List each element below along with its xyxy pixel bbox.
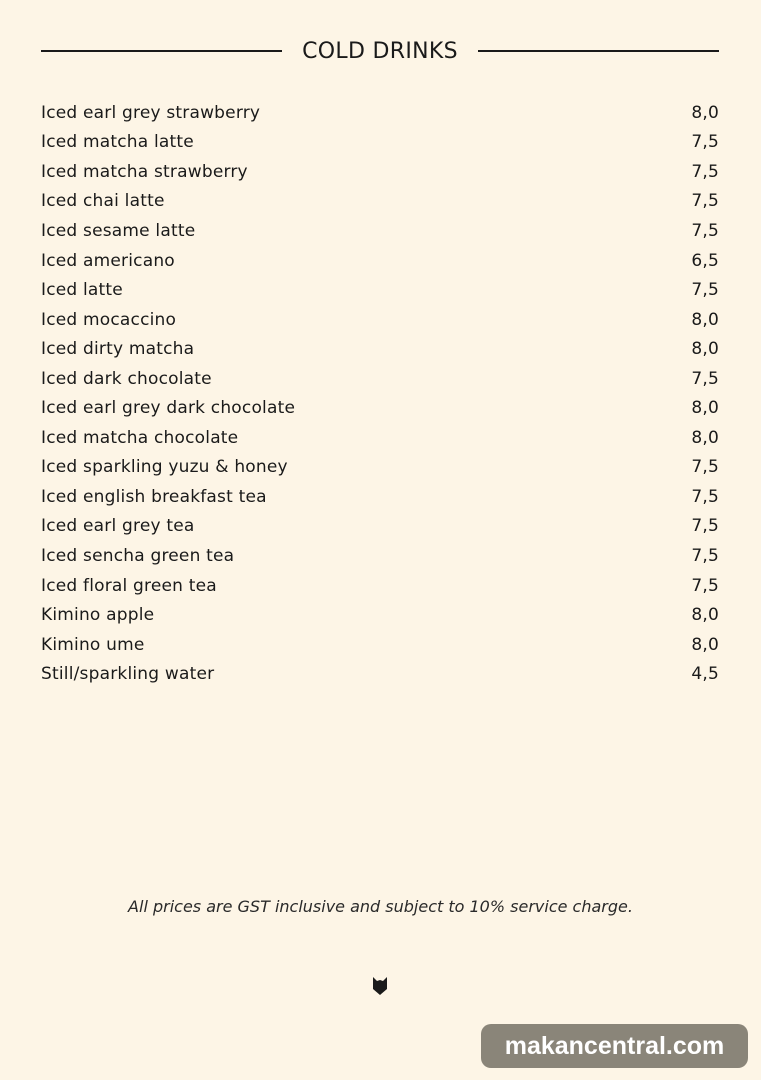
fox-head-logo-icon — [372, 976, 388, 996]
menu-item-name: Kimino apple — [41, 605, 155, 626]
menu-item-name: Iced earl grey dark chocolate — [41, 398, 296, 419]
drinks-menu-list — [41, 98, 719, 689]
menu-item — [41, 157, 719, 187]
menu-item-price: 7,5 — [691, 220, 719, 241]
menu-item-price: 8,0 — [691, 339, 719, 360]
menu-item-price: 7,5 — [691, 457, 719, 478]
menu-item-price: 8,0 — [691, 309, 719, 330]
watermark-badge: makancentral.com — [481, 1024, 748, 1068]
menu-item-price: 8,0 — [691, 398, 719, 419]
menu-item-price: 8,0 — [691, 427, 719, 448]
menu-item-price: 7,5 — [691, 486, 719, 507]
menu-item — [41, 187, 719, 217]
menu-item — [41, 630, 719, 660]
menu-item-price: 7,5 — [691, 516, 719, 537]
menu-item-price: 6,5 — [691, 250, 719, 271]
menu-item-name: Iced matcha latte — [41, 132, 194, 153]
menu-item — [41, 334, 719, 364]
menu-item-name: Iced sesame latte — [41, 220, 196, 241]
menu-item — [41, 512, 719, 542]
menu-item-price: 7,5 — [691, 132, 719, 153]
header-rule-right — [478, 50, 719, 52]
menu-item — [41, 364, 719, 394]
menu-item — [41, 600, 719, 630]
menu-item-price: 7,5 — [691, 280, 719, 301]
menu-item-name: Iced earl grey tea — [41, 516, 195, 537]
menu-item — [41, 305, 719, 335]
menu-item-name: Still/sparkling water — [41, 664, 215, 685]
menu-item — [41, 482, 719, 512]
menu-item-price: 7,5 — [691, 545, 719, 566]
menu-item-price: 7,5 — [691, 161, 719, 182]
menu-item-name: Iced earl grey strawberry — [41, 102, 261, 123]
menu-item — [41, 571, 719, 601]
menu-item-name: Iced floral green tea — [41, 575, 217, 596]
menu-item-name: Iced english breakfast tea — [41, 486, 267, 507]
menu-item-price: 7,5 — [691, 575, 719, 596]
menu-item-price: 4,5 — [691, 664, 719, 685]
menu-item — [41, 275, 719, 305]
menu-item-name: Iced americano — [41, 250, 175, 271]
menu-item-price: 8,0 — [691, 605, 719, 626]
menu-item — [41, 659, 719, 689]
menu-item-price: 8,0 — [691, 102, 719, 123]
menu-item-price: 8,0 — [691, 634, 719, 655]
menu-item-name: Iced dark chocolate — [41, 368, 212, 389]
price-footnote: All prices are GST inclusive and subject to 10% service charge. — [128, 897, 633, 916]
menu-item — [41, 541, 719, 571]
menu-item-name: Iced matcha chocolate — [41, 427, 239, 448]
menu-item-price: 7,5 — [691, 191, 719, 212]
header-rule-left — [41, 50, 282, 52]
menu-item-name: Iced dirty matcha — [41, 339, 195, 360]
menu-item — [41, 423, 719, 453]
menu-item-name: Iced chai latte — [41, 191, 165, 212]
section-title: COLD DRINKS — [302, 38, 458, 64]
menu-item-name: Iced matcha strawberry — [41, 161, 248, 182]
menu-item-name: Iced latte — [41, 280, 123, 301]
menu-item — [41, 246, 719, 276]
menu-item-price: 7,5 — [691, 368, 719, 389]
menu-item — [41, 393, 719, 423]
section-header — [41, 36, 719, 66]
menu-item-name: Iced sparkling yuzu & honey — [41, 457, 288, 478]
menu-item — [41, 216, 719, 246]
menu-item — [41, 128, 719, 158]
menu-item — [41, 98, 719, 128]
menu-item-name: Iced mocaccino — [41, 309, 177, 330]
menu-item — [41, 453, 719, 483]
menu-item-name: Iced sencha green tea — [41, 545, 235, 566]
menu-item-name: Kimino ume — [41, 634, 145, 655]
